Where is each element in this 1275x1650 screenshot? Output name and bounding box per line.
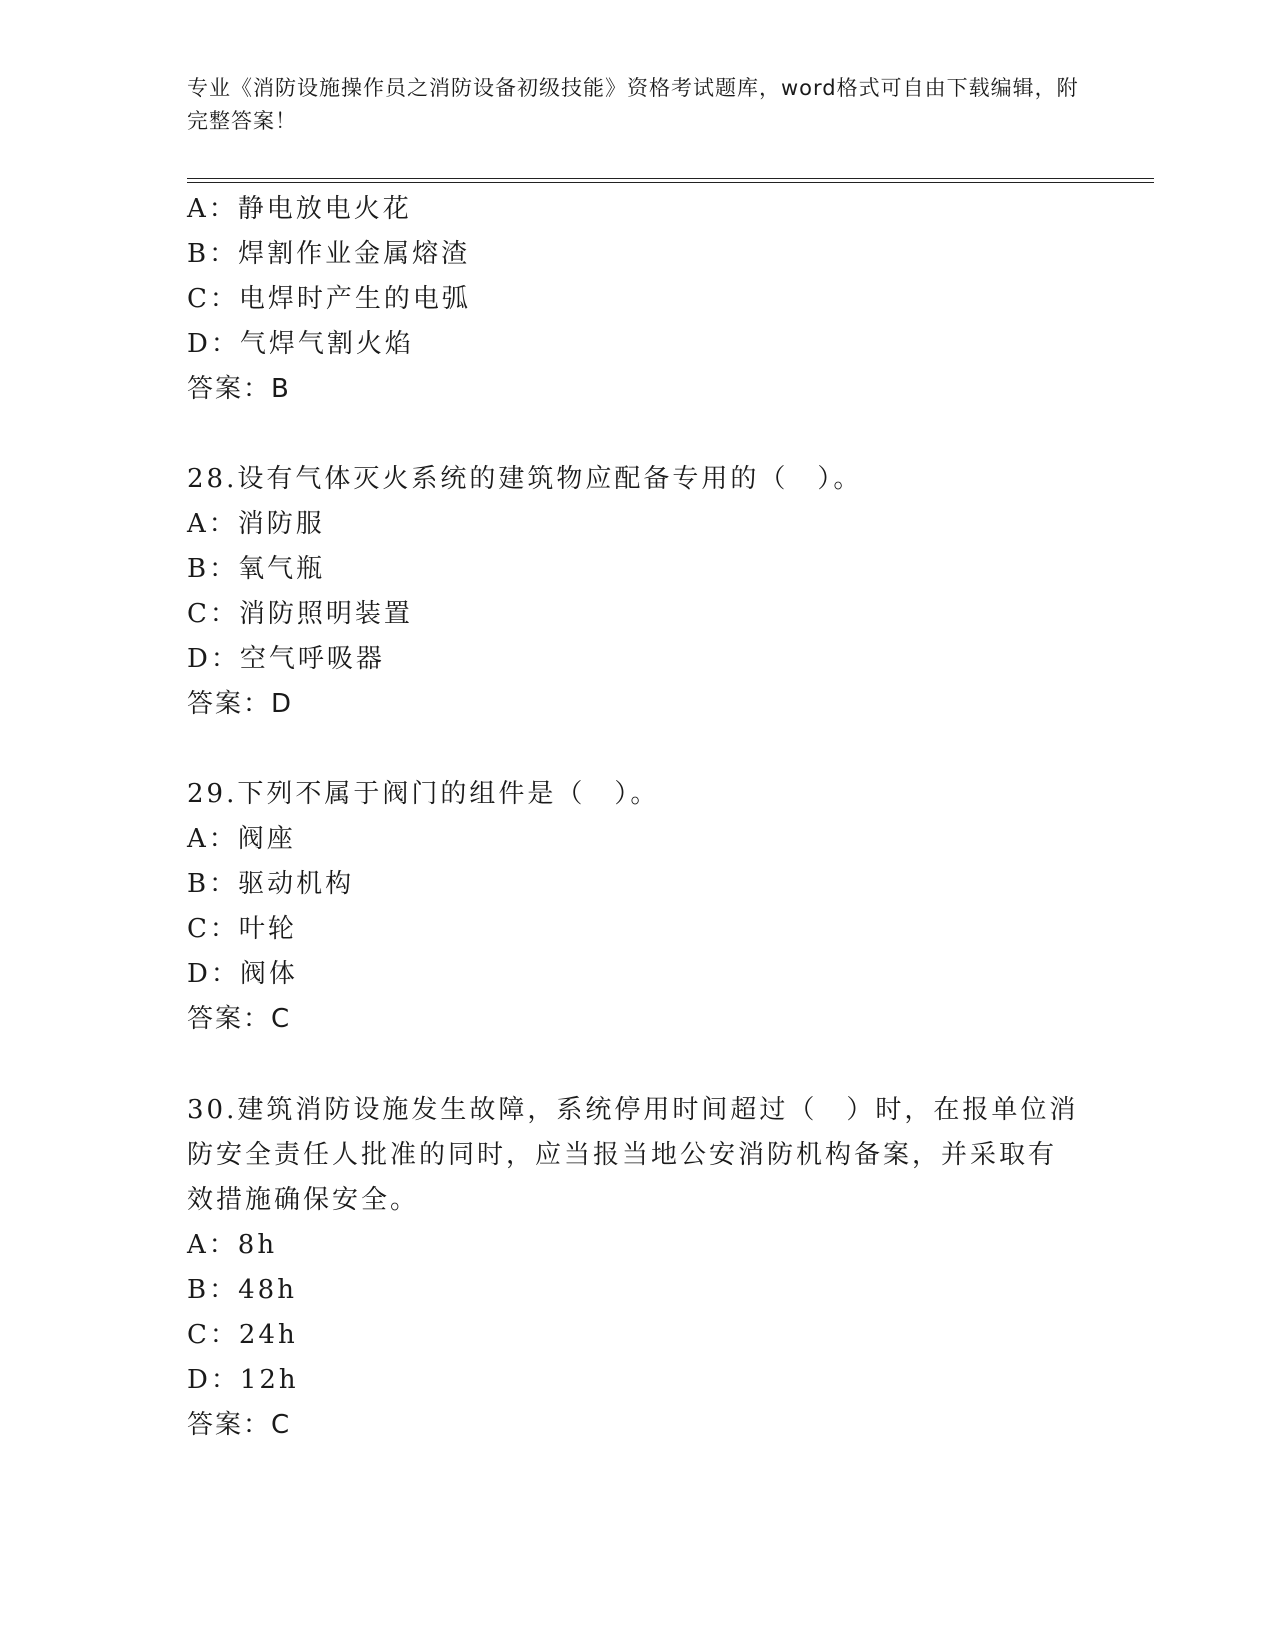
answer-line: 答案：D xyxy=(187,689,294,719)
question-stem: 29.下列不属于阀门的组件是（ ）。 xyxy=(187,779,660,809)
answer-line: 答案：C xyxy=(187,1410,292,1440)
document-header: 专业《消防设施操作员之消防设备初级技能》资格考试题库，word格式可自由下载编辑，附完整答案！ xyxy=(187,76,1079,133)
option-b: B：48h xyxy=(187,1275,297,1305)
option-b: B：焊割作业金属熔渣 xyxy=(187,239,471,269)
option-b: B：驱动机构 xyxy=(187,869,355,899)
option-b: B：氧气瓶 xyxy=(187,554,326,584)
question-stem-line-1: 30.建筑消防设施发生故障，系统停用时间超过（ ）时，在报单位消 xyxy=(187,1095,1079,1125)
option-c: C：叶轮 xyxy=(187,914,297,944)
question-stem: 28.设有气体灭火系统的建筑物应配备专用的（ ）。 xyxy=(187,464,863,494)
header-divider-bottom xyxy=(187,182,1154,183)
option-a: A：消防服 xyxy=(187,509,325,539)
option-a: A：8h xyxy=(187,1230,278,1260)
option-a: A：阀座 xyxy=(187,824,296,854)
option-a: A：静电放电火花 xyxy=(187,194,412,224)
answer-line: 答案：B xyxy=(187,374,291,404)
option-d: D：阀体 xyxy=(187,959,298,989)
option-c: C：24h xyxy=(187,1320,298,1350)
header-divider-top xyxy=(187,178,1154,179)
option-c: C：消防照明装置 xyxy=(187,599,413,629)
option-d: D：空气呼吸器 xyxy=(187,644,385,674)
option-c: C：电焊时产生的电弧 xyxy=(187,284,471,314)
option-d: D：气焊气割火焰 xyxy=(187,329,414,359)
option-d: D：12h xyxy=(187,1365,299,1395)
answer-line: 答案：C xyxy=(187,1004,292,1034)
question-stem-line-2: 防安全责任人批准的同时，应当报当地公安消防机构备案，并采取有 xyxy=(187,1140,1058,1170)
question-stem-line-3: 效措施确保安全。 xyxy=(187,1185,420,1215)
